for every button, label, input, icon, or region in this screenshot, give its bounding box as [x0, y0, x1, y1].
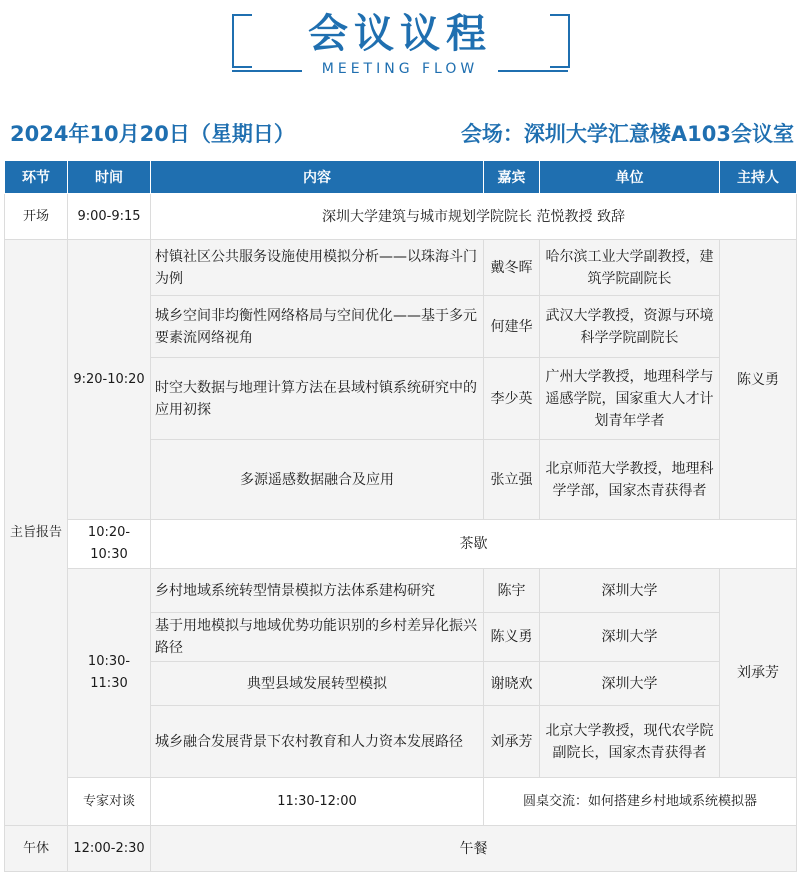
break-content: 茶歇 [151, 520, 797, 569]
column-header-speaker: 嘉宾 [484, 161, 540, 194]
agenda-table [4, 160, 797, 872]
talk-speaker: 谢晓欢 [484, 662, 540, 706]
talk-organization: 北京大学教授，现代农学院副院长，国家杰青获得者 [540, 706, 720, 778]
keynote-segment: 主旨报告 [5, 240, 68, 826]
talk-organization: 深圳大学 [540, 613, 720, 662]
meeting-venue: 会场：深圳大学汇意楼A103会议室 [460, 122, 794, 146]
talk-title: 城乡空间非均衡性网络格局与空间优化——基于多元要素流网络视角 [151, 296, 484, 358]
talk-title: 典型县域发展转型模拟 [151, 662, 484, 706]
break-time: 10:20-10:30 [68, 520, 151, 569]
session2-host: 刘承芳 [720, 569, 797, 778]
column-header-organization: 单位 [540, 161, 720, 194]
talk-title: 村镇社区公共服务设施使用模拟分析——以珠海斗门为例 [151, 240, 484, 296]
talk-speaker: 李少英 [484, 358, 540, 440]
talk-title: 乡村地域系统转型情景模拟方法体系建构研究 [151, 569, 484, 613]
opening-time: 9:00-9:15 [68, 194, 151, 240]
talk-organization: 广州大学教授，地理科学与遥感学院，国家重大人才计划青年学者 [540, 358, 720, 440]
column-header-host: 主持人 [720, 161, 797, 194]
column-header-time: 时间 [68, 161, 151, 194]
table-row-lunch [5, 826, 797, 872]
table-row-break [5, 520, 797, 569]
agenda-header [0, 0, 800, 80]
session1-time: 9:20-10:20 [68, 240, 151, 520]
opening-content: 深圳大学建筑与城市规划学院院长 范悦教授 致辞 [151, 194, 797, 240]
opening-segment: 开场 [5, 194, 68, 240]
talk-speaker: 张立强 [484, 440, 540, 520]
lunch-content: 午餐 [151, 826, 797, 872]
talk-speaker: 戴冬晖 [484, 240, 540, 296]
talk-organization: 北京师范大学教授，地理科学学部，国家杰青获得者 [540, 440, 720, 520]
talk-organization: 深圳大学 [540, 662, 720, 706]
panel-time: 11:30-12:00 [151, 778, 484, 826]
session1-host: 陈义勇 [720, 240, 797, 520]
table-row-panel [5, 778, 797, 826]
lunch-segment: 午休 [5, 826, 68, 872]
lunch-time: 12:00-2:30 [68, 826, 151, 872]
talk-organization: 哈尔滨工业大学副教授，建筑学院副院长 [540, 240, 720, 296]
page-subtitle: MEETING FLOW [321, 61, 479, 77]
talk-organization: 深圳大学 [540, 569, 720, 613]
table-row [5, 569, 797, 613]
meeting-date: 2024年10月20日（星期日） [10, 122, 295, 146]
talk-speaker: 何建华 [484, 296, 540, 358]
panel-segment: 专家对谈 [68, 778, 151, 826]
talk-title: 多源遥感数据融合及应用 [151, 440, 484, 520]
table-row-opening [5, 194, 797, 240]
panel-content: 圆桌交流：如何搭建乡村地域系统模拟器 [484, 778, 797, 826]
table-row [5, 240, 797, 296]
talk-title: 基于用地模拟与地域优势功能识别的乡村差异化振兴路径 [151, 613, 484, 662]
column-header-content: 内容 [151, 161, 484, 194]
talk-speaker: 陈宇 [484, 569, 540, 613]
talk-organization: 武汉大学教授，资源与环境科学学院副院长 [540, 296, 720, 358]
page-title: 会议议程 [308, 11, 492, 57]
talk-title: 时空大数据与地理计算方法在县域村镇系统研究中的应用初探 [151, 358, 484, 440]
table-header-row [5, 161, 797, 194]
talk-title: 城乡融合发展背景下农村教育和人力资本发展路径 [151, 706, 484, 778]
talk-speaker: 刘承芳 [484, 706, 540, 778]
talk-speaker: 陈义勇 [484, 613, 540, 662]
column-header-segment: 环节 [5, 161, 68, 194]
session2-time: 10:30-11:30 [68, 569, 151, 778]
